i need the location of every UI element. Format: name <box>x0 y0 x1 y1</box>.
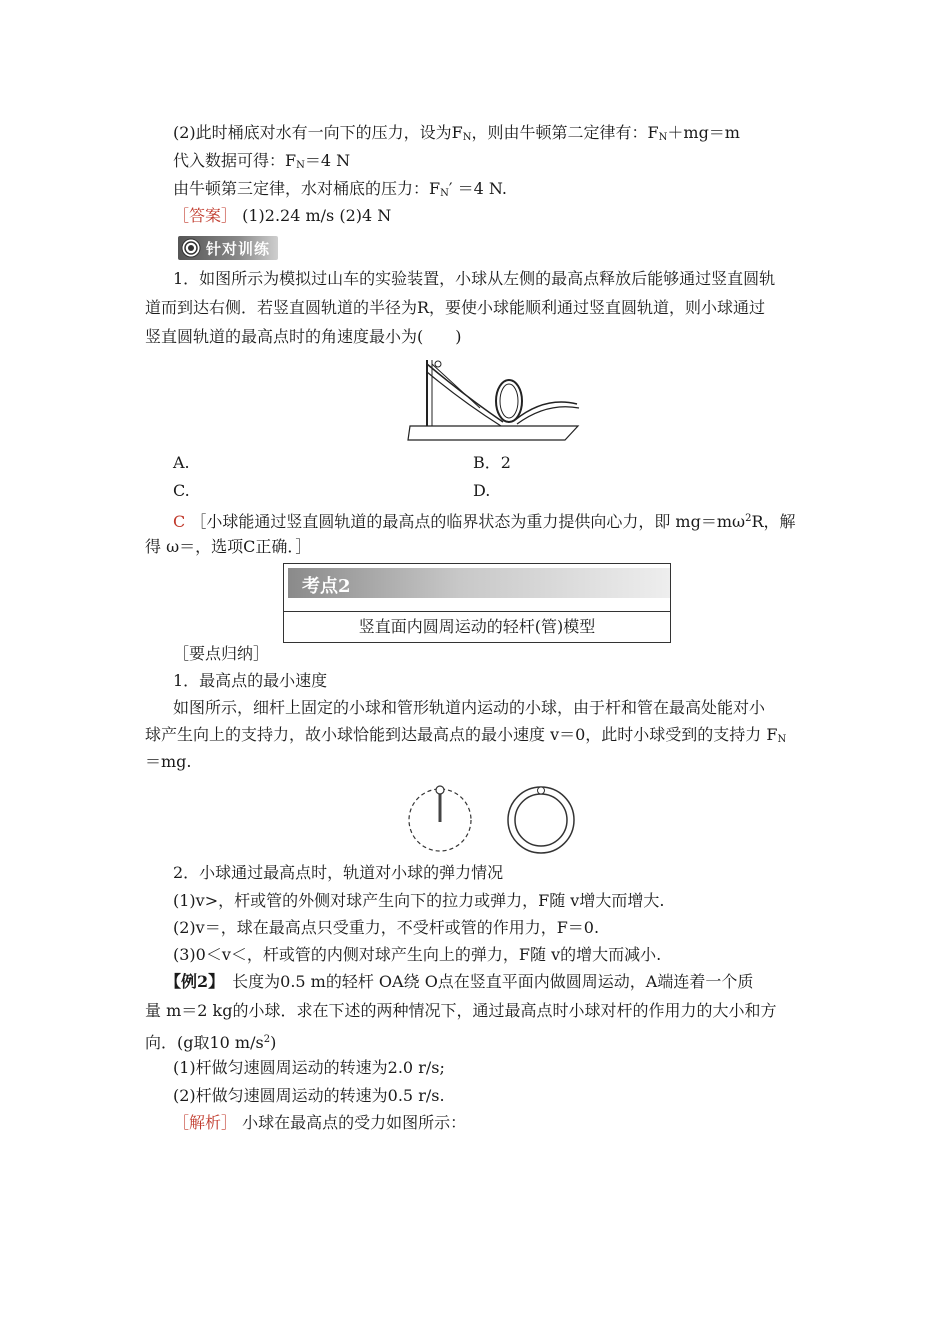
solution-letter: C <box>173 512 186 531</box>
text: ＝4 N <box>304 151 351 170</box>
text: 由牛顿第三定律，水对桶底的压力：F <box>173 179 441 198</box>
example-line <box>165 971 753 993</box>
text: (2)此时桶底对水有一向下的压力，设为F <box>173 123 463 142</box>
summary-item: (3)0＜v＜，杆或管的内侧对球产生向上的弹力，F随 v的增大而减小. <box>173 945 662 964</box>
text: ′ ＝4 N. <box>448 179 507 198</box>
text: 长度为0.5 m的轻杆 OA绕 O点在竖直平面内做圆周运动，A端连着一个质 <box>216 972 754 991</box>
analysis-line <box>173 1112 466 1134</box>
answer-text: (1)2.24 m/s (2)4 N <box>237 206 392 225</box>
question-line: 竖直圆轨道的最高点时的角速度最小为( ) <box>145 327 462 346</box>
paragraph-line <box>145 724 786 751</box>
tube-model-figure <box>503 782 579 854</box>
example-tag: 【例2】 <box>165 972 217 991</box>
summary-heading: ［要点归纳］ <box>173 644 270 663</box>
text: ，则由牛顿第二定律有：F <box>471 123 659 142</box>
section-badge-label: 针对训练 <box>206 240 271 258</box>
text: ＋mg＝m <box>667 123 740 142</box>
summary-item: (1)v>，杆或管的外侧对球产生向下的拉力或弹力，F随 v增大而增大. <box>173 891 665 910</box>
question-line: 1．如图所示为模拟过山车的实验装置，小球从左侧的最高点释放后能够通过竖直圆轨 <box>173 269 776 288</box>
section-badge <box>178 236 278 260</box>
paragraph-line: ＝mg. <box>145 752 192 771</box>
text: ［小球能通过竖直圆轨道的最高点的临界状态为重力提供向心力，即 mg＝mω <box>190 512 746 531</box>
subscript: N <box>658 132 668 143</box>
solution-line: 得 ω＝，选项C正确．］ <box>145 537 312 556</box>
text: ) <box>270 1033 277 1052</box>
subscript: N <box>296 160 305 171</box>
divider <box>284 611 670 612</box>
text: 代入数据可得：F <box>173 151 297 170</box>
subscript: N <box>777 734 787 745</box>
text-line <box>173 178 507 205</box>
rod-model-figure <box>405 782 475 854</box>
answer-tag: ［答案］ <box>173 206 238 225</box>
subscript: N <box>440 188 449 199</box>
superscript: 2 <box>263 1034 271 1045</box>
topic-tag: 考点2 <box>302 576 351 597</box>
option-c: C. <box>173 481 190 500</box>
analysis-tag: ［解析］ <box>173 1113 238 1132</box>
example-condition: (1)杆做匀速圆周运动的转速为2.0 r/s; <box>173 1058 445 1077</box>
text: R，解 <box>751 512 796 531</box>
topic-box <box>283 563 671 643</box>
example-line <box>145 1029 276 1054</box>
text: 小球在最高点的受力如图所示： <box>237 1113 467 1132</box>
topic-box-header <box>288 568 670 598</box>
subscript: N <box>462 132 472 143</box>
text: 球产生向上的支持力，故小球恰能到达最高点的最小速度 v＝0，此时小球受到的支持力 F <box>145 725 778 744</box>
option-d: D. <box>473 481 491 500</box>
question-line: 道而到达右侧．若竖直圆轨道的半径为R，要使小球能顺利通过竖直圆轨道，则小球通过 <box>145 298 766 317</box>
roller-coaster-figure <box>405 356 583 442</box>
example-condition: (2)杆做匀速圆周运动的转速为0.5 r/s. <box>173 1086 445 1105</box>
superscript: 2 <box>745 513 752 524</box>
text-line <box>173 150 350 177</box>
topic-title: 竖直面内圆周运动的轻杆(管)模型 <box>358 617 596 636</box>
target-icon <box>181 238 201 258</box>
text: 向．(g取10 m/s <box>145 1033 264 1052</box>
solution-line <box>173 508 796 533</box>
summary-point-title: 1．最高点的最小速度 <box>173 671 328 690</box>
summary-point-title: 2．小球通过最高点时，轨道对小球的弹力情况 <box>173 863 504 882</box>
answer-line <box>173 205 391 227</box>
option-b: B．2 <box>473 453 511 472</box>
paragraph-line: 如图所示，细杆上固定的小球和管形轨道内运动的小球，由于杆和管在最高处能对小 <box>173 698 766 717</box>
summary-item: (2)v＝，球在最高点只受重力，不受杆或管的作用力，F＝0. <box>173 918 600 937</box>
option-a: A. <box>173 453 190 472</box>
example-line: 量 m＝2 kg的小球．求在下述的两种情况下，通过最高点时小球对杆的作用力的大小和方 <box>145 1001 777 1020</box>
text-line <box>173 122 740 149</box>
